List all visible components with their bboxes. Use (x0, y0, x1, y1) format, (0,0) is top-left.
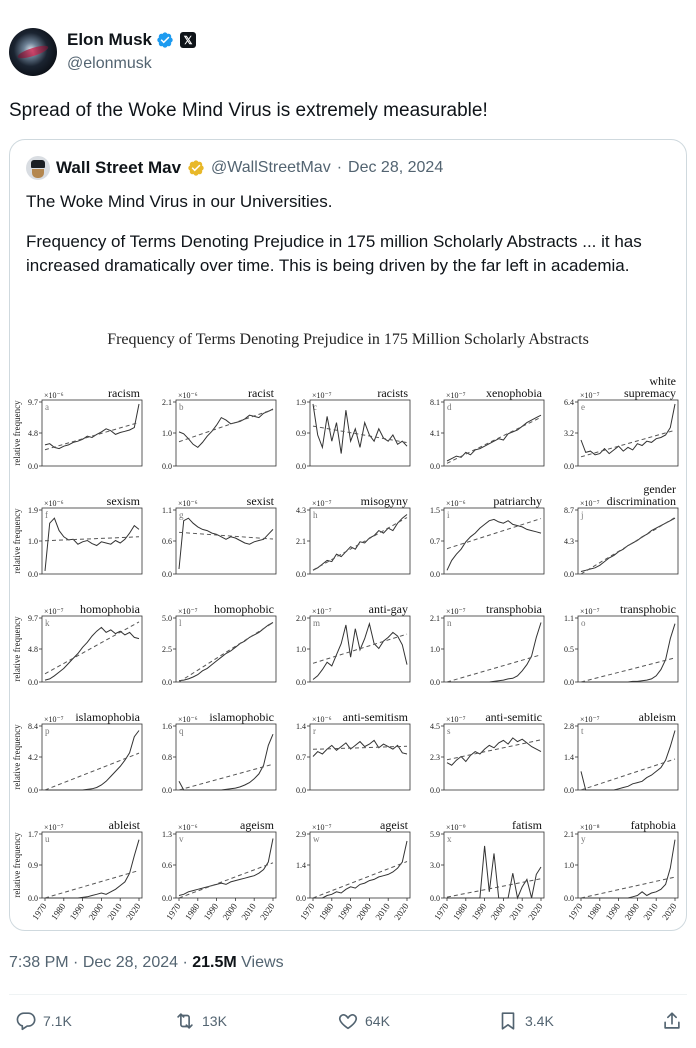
panel-s-letter: s (447, 726, 451, 736)
like-count: 64K (365, 1013, 390, 1029)
panel-a-trend-line (45, 422, 139, 449)
panel-k-ymid-label: 4.8 (28, 645, 38, 654)
panel-x-ymax-label: 5.9 (430, 830, 440, 839)
panel-q-series-line (179, 734, 273, 790)
xtick-label-col-2-2010: 2010 (239, 901, 258, 922)
bookmark-count: 3.4K (525, 1013, 554, 1029)
panel-m-trend-line (313, 634, 407, 663)
panel-o-exponent: ×10⁻⁷ (580, 607, 600, 616)
panel-n-letter: n (447, 618, 452, 628)
panel-k-yzero-label: 0.0 (28, 678, 38, 687)
panel-t-trend-line (581, 759, 675, 790)
panel-q-letter: q (179, 726, 184, 736)
prejudice-terms-chart[interactable] (10, 320, 686, 931)
xtick-label-col-4-2010: 2010 (507, 901, 526, 922)
panel-c-yzero-label: 0.0 (296, 462, 306, 471)
panel-b-letter: b (179, 402, 184, 412)
xtick-label-col-5-1970: 1970 (566, 901, 585, 922)
quoted-author-avatar[interactable] (26, 156, 50, 180)
panel-w-trend-line (313, 862, 407, 898)
panel-b-trend-line (179, 410, 273, 442)
panel-n-trend-line (447, 655, 541, 682)
panel-w-exponent: ×10⁻⁷ (312, 823, 332, 832)
panel-w-ymid-label: 1.4 (296, 861, 306, 870)
quoted-author-handle[interactable]: @WallStreetMav (211, 159, 331, 176)
panel-y-yzero-label: 0.0 (564, 894, 574, 903)
panel-g-frame (176, 508, 276, 574)
panel-b-ymax-label: 2.1 (162, 398, 172, 407)
panel-k-ymax-label: 9.7 (28, 614, 38, 623)
author-name[interactable]: Elon Musk (67, 30, 153, 49)
xtick-label-col-3-1970: 1970 (298, 901, 317, 922)
panel-o-series-line (581, 624, 675, 682)
quoted-paragraph-2: Frequency of Terms Denoting Prejudice in 175 million Scholarly Abstracts ... it has increased dramatically over time. This is being driven by the far left in academia. (26, 232, 642, 275)
panel-t-term-line-1: ableism (638, 710, 676, 724)
panel-t-exponent: ×10⁻⁷ (580, 715, 600, 724)
panel-h-yzero-label: 0.0 (296, 570, 306, 579)
xtick-label-col-1-1970: 1970 (30, 901, 49, 922)
panel-j-term-line-1: gender (643, 482, 676, 496)
panel-d-ymid-label: 4.1 (430, 429, 440, 438)
panel-c-exponent: ×10⁻⁷ (312, 391, 332, 400)
panel-p-letter: p (45, 726, 50, 736)
panel-c-ymid-label: 0.9 (296, 429, 306, 438)
panel-o-yzero-label: 0.0 (564, 678, 574, 687)
panel-m-ymax-label: 2.0 (296, 614, 306, 623)
panel-q-ymax-label: 1.6 (162, 722, 172, 731)
panel-h-frame (310, 508, 410, 574)
tweet-header (9, 28, 669, 78)
tweet-text: Spread of the Woke Mind Virus is extremely measurable! (9, 100, 488, 121)
panel-w-term-line-1: ageist (380, 818, 408, 832)
panel-j-ymid-label: 4.3 (564, 537, 574, 546)
panel-r-exponent: ×10⁻⁶ (312, 715, 332, 724)
panel-l-yzero-label: 0.0 (162, 678, 172, 687)
panel-g-letter: g (179, 510, 184, 520)
panel-t-yzero-label: 0.0 (564, 786, 574, 795)
panel-d-exponent: ×10⁻⁷ (446, 391, 466, 400)
panel-y-letter: y (581, 834, 586, 844)
author-avatar[interactable] (9, 28, 57, 76)
divider (9, 994, 687, 995)
panel-a-term-line-1: racism (108, 386, 140, 400)
panel-v-series-line (179, 839, 273, 896)
panel-c-term-line-1: racists (377, 386, 408, 400)
panel-t-letter: t (581, 726, 584, 736)
panel-a-letter: a (45, 402, 49, 412)
panel-p-ymid-label: 4.2 (28, 753, 38, 762)
panel-i-exponent: ×10⁻⁶ (446, 499, 466, 508)
panel-v-trend-line (179, 863, 273, 898)
repost-icon (174, 1010, 196, 1032)
panel-r-letter: r (313, 726, 316, 736)
panel-f-series-line (45, 518, 139, 571)
xtick-label-col-4-1980: 1980 (450, 901, 470, 922)
panel-r-yzero-label: 0.0 (296, 786, 306, 795)
panel-e-term-line-1: white (649, 374, 676, 388)
panel-y-series-line (581, 840, 675, 898)
panel-u-series-line (45, 840, 139, 898)
tweet-time[interactable]: 7:38 PM (9, 954, 69, 971)
panel-m-exponent: ×10⁻⁷ (312, 607, 332, 616)
panel-i-letter: i (447, 510, 450, 520)
panel-a-ymax-label: 9.7 (28, 398, 38, 407)
panel-d-frame (444, 400, 544, 466)
panel-v-yzero-label: 0.0 (162, 894, 172, 903)
quoted-separator: · (336, 159, 343, 176)
panel-p-term-line-1: islamophobia (75, 710, 140, 724)
panel-e-exponent: ×10⁻⁷ (580, 391, 600, 400)
panel-l-term-line-1: homophobic (214, 602, 274, 616)
panel-o-frame (578, 616, 678, 682)
panel-q-exponent: ×10⁻⁶ (178, 715, 198, 724)
panel-d-letter: d (447, 402, 452, 412)
panel-n-exponent: ×10⁻⁷ (446, 607, 466, 616)
chart-title: Frequency of Terms Denoting Prejudice in 175 Million Scholarly Abstracts (107, 331, 589, 348)
panel-w-ymax-label: 2.9 (296, 830, 306, 839)
panel-i-yzero-label: 0.0 (430, 570, 440, 579)
panel-e-term-line-2: supremacy (624, 386, 676, 400)
panel-v-term-line-1: ageism (240, 818, 274, 832)
panel-k-trend-line (45, 622, 139, 674)
panel-q-trend-line (179, 764, 273, 790)
panel-e-series-line (581, 404, 675, 455)
xtick-label-col-5-1990: 1990 (603, 901, 623, 922)
panel-r-ymid-label: 0.7 (296, 753, 306, 762)
panel-d-yzero-label: 0.0 (430, 462, 440, 471)
quoted-date[interactable]: Dec 28, 2024 (348, 159, 444, 176)
panel-u-ymid-label: 0.9 (28, 861, 38, 870)
xtick-label-col-5-1980: 1980 (584, 901, 604, 922)
panel-v-letter: v (179, 834, 184, 844)
ylabel-row-3: relative frequency (12, 616, 22, 682)
panel-y-exponent: ×10⁻⁸ (580, 823, 600, 832)
panel-t-series-line (581, 731, 675, 791)
panel-h-letter: h (313, 510, 318, 520)
reply-icon (15, 1010, 37, 1032)
panel-f-ymid-label: 1.0 (28, 537, 38, 546)
panel-y-trend-line (581, 877, 675, 898)
quoted-tweet-header (26, 156, 443, 180)
panel-n-yzero-label: 0.0 (430, 678, 440, 687)
panel-y-ymax-label: 2.1 (564, 830, 574, 839)
panel-g-ymax-label: 1.1 (162, 506, 172, 515)
xtick-label-col-3-1980: 1980 (316, 901, 336, 922)
panel-j-yzero-label: 0.0 (564, 570, 574, 579)
panel-p-series-line (45, 731, 139, 791)
panel-s-frame (444, 724, 544, 790)
panel-y-ymid-label: 1.0 (564, 861, 574, 870)
panel-l-letter: l (179, 618, 182, 628)
panel-f-ymax-label: 1.9 (28, 506, 38, 515)
panel-n-frame (444, 616, 544, 682)
xtick-label-col-2-1980: 1980 (182, 901, 202, 922)
panel-j-frame (578, 508, 678, 574)
panel-k-frame (42, 616, 142, 682)
bookmark-icon (497, 1010, 519, 1032)
timestamp-separator: · (73, 954, 79, 971)
author-name-row (67, 30, 196, 50)
panel-i-frame (444, 508, 544, 574)
panel-q-yzero-label: 0.0 (162, 786, 172, 795)
panel-n-ymid-label: 1.0 (430, 645, 440, 654)
panel-g-yzero-label: 0.0 (162, 570, 172, 579)
panel-b-exponent: ×10⁻⁶ (178, 391, 198, 400)
ylabel-row-2: relative frequency (12, 508, 22, 574)
panel-x-ymid-label: 3.0 (430, 861, 440, 870)
panel-b-term-line-1: racist (248, 386, 274, 400)
panel-c-letter: c (313, 402, 317, 412)
ylabel-row-1: relative frequency (12, 400, 22, 466)
panel-o-ymid-label: 0.5 (564, 645, 574, 654)
xtick-label-col-1-2010: 2010 (105, 901, 124, 922)
panel-p-trend-line (45, 753, 139, 790)
panel-x-series-line (447, 846, 541, 898)
panel-n-ymax-label: 2.1 (430, 614, 440, 623)
xtick-label-col-5-2010: 2010 (641, 901, 660, 922)
panel-u-term-line-1: ableist (108, 818, 140, 832)
panel-v-frame (176, 832, 276, 898)
xtick-label-col-2-2000: 2000 (220, 901, 240, 922)
reply-count: 7.1K (43, 1013, 72, 1029)
gold-verified-badge-icon (187, 159, 205, 177)
panel-u-trend-line (45, 870, 139, 898)
panel-o-ymax-label: 1.1 (564, 614, 574, 623)
panel-l-exponent: ×10⁻⁷ (178, 607, 198, 616)
panel-g-exponent: ×10⁻⁶ (178, 499, 198, 508)
panel-p-yzero-label: 0.0 (28, 786, 38, 795)
panel-a-frame (42, 400, 142, 466)
panel-c-ymax-label: 1.9 (296, 398, 306, 407)
quoted-author-name[interactable]: Wall Street Mav (56, 158, 182, 177)
panel-j-exponent: ×10⁻⁷ (580, 499, 600, 508)
panel-a-series-line (45, 404, 139, 449)
repost-button[interactable] (174, 1010, 227, 1032)
panel-r-ymax-label: 1.4 (296, 722, 306, 731)
xtick-label-col-2-1970: 1970 (164, 901, 183, 922)
panel-h-ymax-label: 4.3 (296, 506, 306, 515)
panel-x-trend-line (447, 879, 541, 897)
panel-d-ymax-label: 8.1 (430, 398, 440, 407)
panel-i-ymid-label: 0.7 (430, 537, 440, 546)
panel-h-ymid-label: 2.1 (296, 537, 306, 546)
xtick-label-col-3-2000: 2000 (354, 901, 374, 922)
panel-u-yzero-label: 0.0 (28, 894, 38, 903)
like-button[interactable] (337, 1010, 390, 1032)
panel-v-ymid-label: 0.6 (162, 861, 172, 870)
panel-t-ymax-label: 2.8 (564, 722, 574, 731)
panel-w-letter: w (313, 834, 320, 844)
panel-l-ymax-label: 5.0 (162, 614, 172, 623)
panel-f-letter: f (45, 510, 48, 520)
author-handle[interactable]: @elonmusk (67, 55, 152, 72)
panel-b-frame (176, 400, 276, 466)
panel-f-exponent: ×10⁻⁶ (44, 499, 64, 508)
panel-b-yzero-label: 0.0 (162, 462, 172, 471)
panel-a-yzero-label: 0.0 (28, 462, 38, 471)
repost-count: 13K (202, 1013, 227, 1029)
panel-d-series-line (447, 415, 541, 461)
quoted-paragraph-1: The Woke Mind Virus in our Universities. (26, 192, 333, 211)
panel-e-frame (578, 400, 678, 466)
quoted-text (26, 190, 666, 278)
tweet-date[interactable]: Dec 28, 2024 (82, 954, 179, 971)
panel-i-ymax-label: 1.5 (430, 506, 440, 515)
panel-b-ymid-label: 1.0 (162, 429, 172, 438)
xtick-label-col-2-1990: 1990 (201, 901, 221, 922)
xtick-label-col-3-2020: 2020 (392, 901, 411, 922)
panel-m-ymid-label: 1.0 (296, 645, 306, 654)
xtick-label-col-3-2010: 2010 (373, 901, 392, 922)
panel-q-term-line-1: islamophobic (209, 710, 274, 724)
heart-icon (337, 1010, 359, 1032)
panel-d-term-line-1: xenophobia (486, 386, 542, 400)
timestamp-separator-2: · (182, 954, 188, 971)
panel-g-trend-line (179, 532, 273, 539)
panel-w-frame (310, 832, 410, 898)
xtick-label-col-1-1990: 1990 (67, 901, 87, 922)
panel-l-ymid-label: 2.5 (162, 645, 172, 654)
panel-g-ymid-label: 0.6 (162, 537, 172, 546)
panel-x-term-line-1: fatism (512, 818, 542, 832)
panel-f-yzero-label: 0.0 (28, 570, 38, 579)
panel-f-frame (42, 508, 142, 574)
panel-o-term-line-1: transphobic (620, 602, 676, 616)
panel-s-series-line (447, 738, 541, 765)
panel-v-ymax-label: 1.3 (162, 830, 172, 839)
panel-u-letter: u (45, 834, 50, 844)
panel-f-term-line-1: sexism (106, 494, 140, 508)
panel-h-trend-line (313, 518, 407, 571)
panel-s-exponent: ×10⁻⁷ (446, 715, 466, 724)
panel-g-series-line (179, 518, 273, 569)
xtick-label-col-2-2020: 2020 (258, 901, 277, 922)
panel-p-ymax-label: 8.4 (28, 722, 38, 731)
panel-a-exponent: ×10⁻⁶ (44, 391, 64, 400)
panel-n-term-line-1: transphobia (486, 602, 542, 616)
xtick-label-col-3-1990: 1990 (335, 901, 355, 922)
xtick-label-col-5-2020: 2020 (660, 901, 679, 922)
panel-x-letter: x (447, 834, 452, 844)
panel-v-exponent: ×10⁻⁶ (178, 823, 198, 832)
panel-s-yzero-label: 0.0 (430, 786, 440, 795)
xtick-label-col-1-2000: 2000 (86, 901, 106, 922)
xtick-label-col-4-2000: 2000 (488, 901, 508, 922)
panel-r-frame (310, 724, 410, 790)
panel-u-frame (42, 832, 142, 898)
panel-m-series-line (313, 624, 407, 680)
panel-t-ymid-label: 1.4 (564, 753, 574, 762)
action-bar (9, 1010, 687, 1038)
views-count: 21.5M (192, 954, 237, 971)
panel-s-ymax-label: 4.5 (430, 722, 440, 731)
panel-k-letter: k (45, 618, 50, 628)
panel-e-letter: e (581, 402, 585, 412)
panel-e-ymid-label: 3.2 (564, 429, 574, 438)
panel-q-ymid-label: 0.8 (162, 753, 172, 762)
panel-l-frame (176, 616, 276, 682)
panel-y-term-line-1: fatphobia (630, 818, 676, 832)
panel-y-frame (578, 832, 678, 898)
panel-g-term-line-1: sexist (246, 494, 274, 508)
panel-n-series-line (447, 623, 541, 683)
panel-m-yzero-label: 0.0 (296, 678, 306, 687)
x-affiliate-icon: 𝕏 (180, 32, 196, 48)
panel-p-exponent: ×10⁻⁷ (44, 715, 64, 724)
panel-j-letter: j (581, 510, 584, 520)
share-button[interactable] (661, 1010, 683, 1032)
panel-u-ymax-label: 1.7 (28, 830, 38, 839)
panel-u-exponent: ×10⁻⁷ (44, 823, 64, 832)
share-icon (661, 1010, 683, 1032)
panel-i-term-line-1: patriarchy (493, 494, 542, 508)
xtick-label-col-4-1990: 1990 (469, 901, 489, 922)
xtick-label-col-1-2020: 2020 (124, 901, 143, 922)
panel-x-exponent: ×10⁻⁹ (446, 823, 466, 832)
panel-r-term-line-1: anti-semitism (342, 710, 408, 724)
panel-d-trend-line (447, 417, 541, 463)
panel-x-yzero-label: 0.0 (430, 894, 440, 903)
panel-k-term-line-1: homophobia (80, 602, 140, 616)
tweet-timestamp (9, 954, 284, 972)
quoted-tweet[interactable] (9, 139, 687, 931)
verified-badge-icon[interactable] (156, 31, 174, 49)
panel-k-series-line (45, 627, 139, 680)
panel-k-exponent: ×10⁻⁷ (44, 607, 64, 616)
panel-s-term-line-1: anti-semitic (485, 710, 542, 724)
panel-j-ymax-label: 8.7 (564, 506, 574, 515)
views-label: Views (241, 954, 284, 971)
ylabel-row-4: relative frequency (12, 724, 22, 790)
xtick-label-col-4-2020: 2020 (526, 901, 545, 922)
panel-e-ymax-label: 6.4 (564, 398, 574, 407)
panel-j-term-line-2: discrimination (606, 494, 676, 508)
panel-q-frame (176, 724, 276, 790)
panel-m-letter: m (313, 618, 321, 628)
reply-button[interactable] (15, 1010, 72, 1032)
ylabel-row-5: relative frequency (12, 832, 22, 898)
panel-o-letter: o (581, 618, 586, 628)
panel-t-frame (578, 724, 678, 790)
panel-s-ymid-label: 2.3 (430, 753, 440, 762)
panel-a-ymid-label: 4.8 (28, 429, 38, 438)
panel-l-trend-line (179, 623, 273, 682)
bookmark-button[interactable] (497, 1010, 554, 1032)
panel-m-term-line-1: anti-gay (368, 602, 408, 616)
xtick-label-col-4-1970: 1970 (432, 901, 451, 922)
panel-h-term-line-1: misogyny (360, 494, 408, 508)
xtick-label-col-1-1980: 1980 (48, 901, 68, 922)
panel-w-yzero-label: 0.0 (296, 894, 306, 903)
panel-h-exponent: ×10⁻⁷ (312, 499, 332, 508)
panel-e-trend-line (581, 430, 675, 457)
panel-i-series-line (447, 519, 541, 570)
panel-e-yzero-label: 0.0 (564, 462, 574, 471)
panel-i-trend-line (447, 519, 541, 549)
xtick-label-col-5-2000: 2000 (622, 901, 642, 922)
panel-w-series-line (313, 841, 407, 898)
